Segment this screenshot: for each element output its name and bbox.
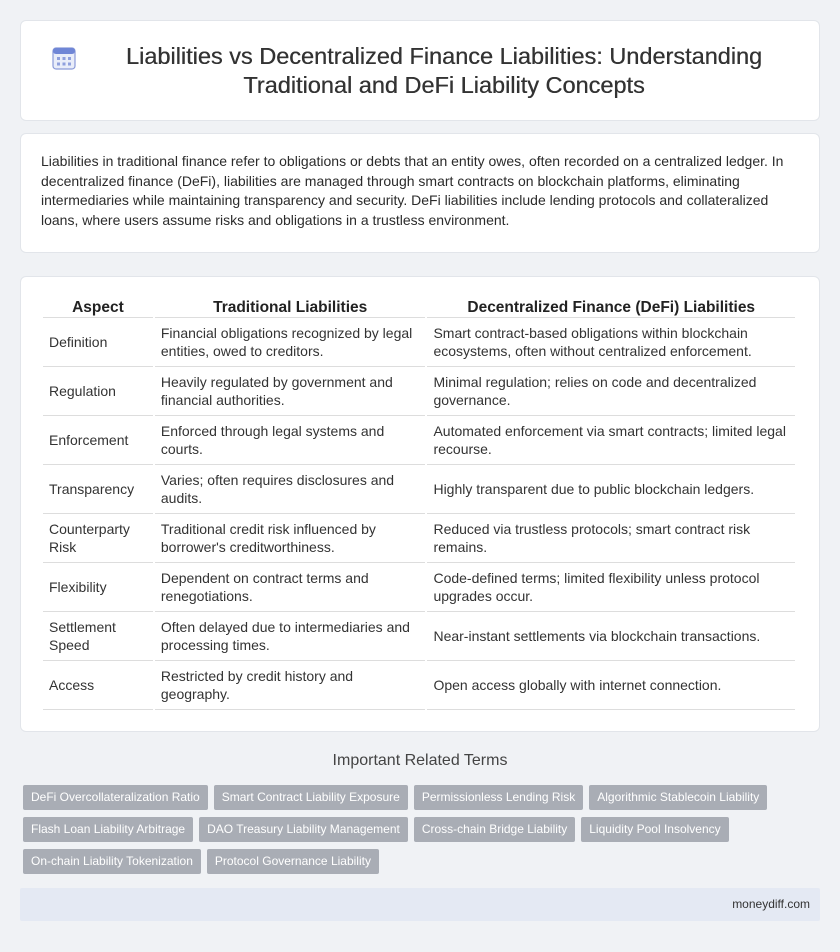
related-term-tag[interactable]: Smart Contract Liability Exposure bbox=[214, 785, 408, 810]
row-defi: Open access globally with internet connection. bbox=[427, 661, 795, 710]
row-traditional: Often delayed due to intermediaries and processing times. bbox=[155, 612, 426, 661]
row-aspect: Definition bbox=[43, 318, 153, 367]
row-traditional: Dependent on contract terms and renegotiations. bbox=[155, 563, 426, 612]
table-row bbox=[43, 416, 795, 465]
table-row bbox=[43, 612, 795, 661]
table-row bbox=[43, 318, 795, 367]
row-traditional: Enforced through legal systems and courts. bbox=[155, 416, 426, 465]
row-aspect: Flexibility bbox=[43, 563, 153, 612]
related-term-tag[interactable]: Protocol Governance Liability bbox=[207, 849, 379, 874]
row-defi: Code-defined terms; limited flexibility unless protocol upgrades occur. bbox=[427, 563, 795, 612]
row-traditional: Varies; often requires disclosures and audits. bbox=[155, 465, 426, 514]
related-term-tag[interactable]: DeFi Overcollateralization Ratio bbox=[23, 785, 208, 810]
row-aspect: Enforcement bbox=[43, 416, 153, 465]
table-row bbox=[43, 563, 795, 612]
row-defi: Smart contract-based obligations within blockchain ecosystems, often without centralized enforcement. bbox=[427, 318, 795, 367]
related-terms-title: Important Related Terms bbox=[332, 752, 508, 769]
table-row bbox=[43, 514, 795, 563]
row-aspect: Transparency bbox=[43, 465, 153, 514]
comparison-card bbox=[20, 276, 820, 732]
calendar-icon bbox=[51, 45, 77, 71]
row-traditional: Restricted by credit history and geography. bbox=[155, 661, 426, 710]
table-header-row bbox=[43, 293, 795, 318]
related-term-tag[interactable]: Liquidity Pool Insolvency bbox=[581, 817, 728, 842]
table-row bbox=[43, 661, 795, 710]
row-defi: Highly transparent due to public blockchain ledgers. bbox=[427, 465, 795, 514]
related-term-tag[interactable]: On-chain Liability Tokenization bbox=[23, 849, 201, 874]
row-aspect: Regulation bbox=[43, 367, 153, 416]
title-wrap bbox=[51, 42, 789, 100]
table-row bbox=[43, 367, 795, 416]
table-row bbox=[43, 465, 795, 514]
row-aspect: Access bbox=[43, 661, 153, 710]
header-aspect: Aspect bbox=[43, 293, 153, 318]
related-terms-list bbox=[23, 785, 803, 881]
related-term-tag[interactable]: Flash Loan Liability Arbitrage bbox=[23, 817, 193, 842]
header-traditional: Traditional Liabilities bbox=[155, 293, 426, 318]
row-aspect: Settlement Speed bbox=[43, 612, 153, 661]
row-traditional: Heavily regulated by government and financial authorities. bbox=[155, 367, 426, 416]
row-defi: Near-instant settlements via blockchain transactions. bbox=[427, 612, 795, 661]
title-card bbox=[20, 20, 820, 121]
row-defi: Minimal regulation; relies on code and decentralized governance. bbox=[427, 367, 795, 416]
related-term-tag[interactable]: Cross-chain Bridge Liability bbox=[414, 817, 575, 842]
related-term-tag[interactable]: DAO Treasury Liability Management bbox=[199, 817, 408, 842]
related-term-tag[interactable]: Algorithmic Stablecoin Liability bbox=[589, 785, 767, 810]
footer bbox=[20, 888, 820, 921]
footer-site-link[interactable]: moneydiff.com bbox=[732, 897, 810, 911]
row-traditional: Financial obligations recognized by legal entities, owed to creditors. bbox=[155, 318, 426, 367]
intro-card bbox=[20, 133, 820, 253]
header-defi: Decentralized Finance (DeFi) Liabilities bbox=[427, 293, 795, 318]
intro-paragraph: Liabilities in traditional finance refer to obligations or debts that an entity owes, often recorded on a centralized ledger. In decentralized finance (DeFi), liabilities are managed through smart contracts on blockchain platforms, eliminating intermediaries while maintaining transparency and security. DeFi liabilities include lending protocols and collateralized loans, where users assume risks and obligations in a trustless environment. bbox=[41, 153, 784, 228]
row-defi: Automated enforcement via smart contracts; limited legal recourse. bbox=[427, 416, 795, 465]
page-title: Liabilities vs Decentralized Finance Liabilities: Understanding Traditional and DeFi Liability Concepts bbox=[125, 42, 763, 98]
row-defi: Reduced via trustless protocols; smart contract risk remains. bbox=[427, 514, 795, 563]
comparison-table bbox=[41, 293, 797, 710]
row-traditional: Traditional credit risk influenced by borrower's creditworthiness. bbox=[155, 514, 426, 563]
row-aspect: Counterparty Risk bbox=[43, 514, 153, 563]
related-term-tag[interactable]: Permissionless Lending Risk bbox=[414, 785, 583, 810]
